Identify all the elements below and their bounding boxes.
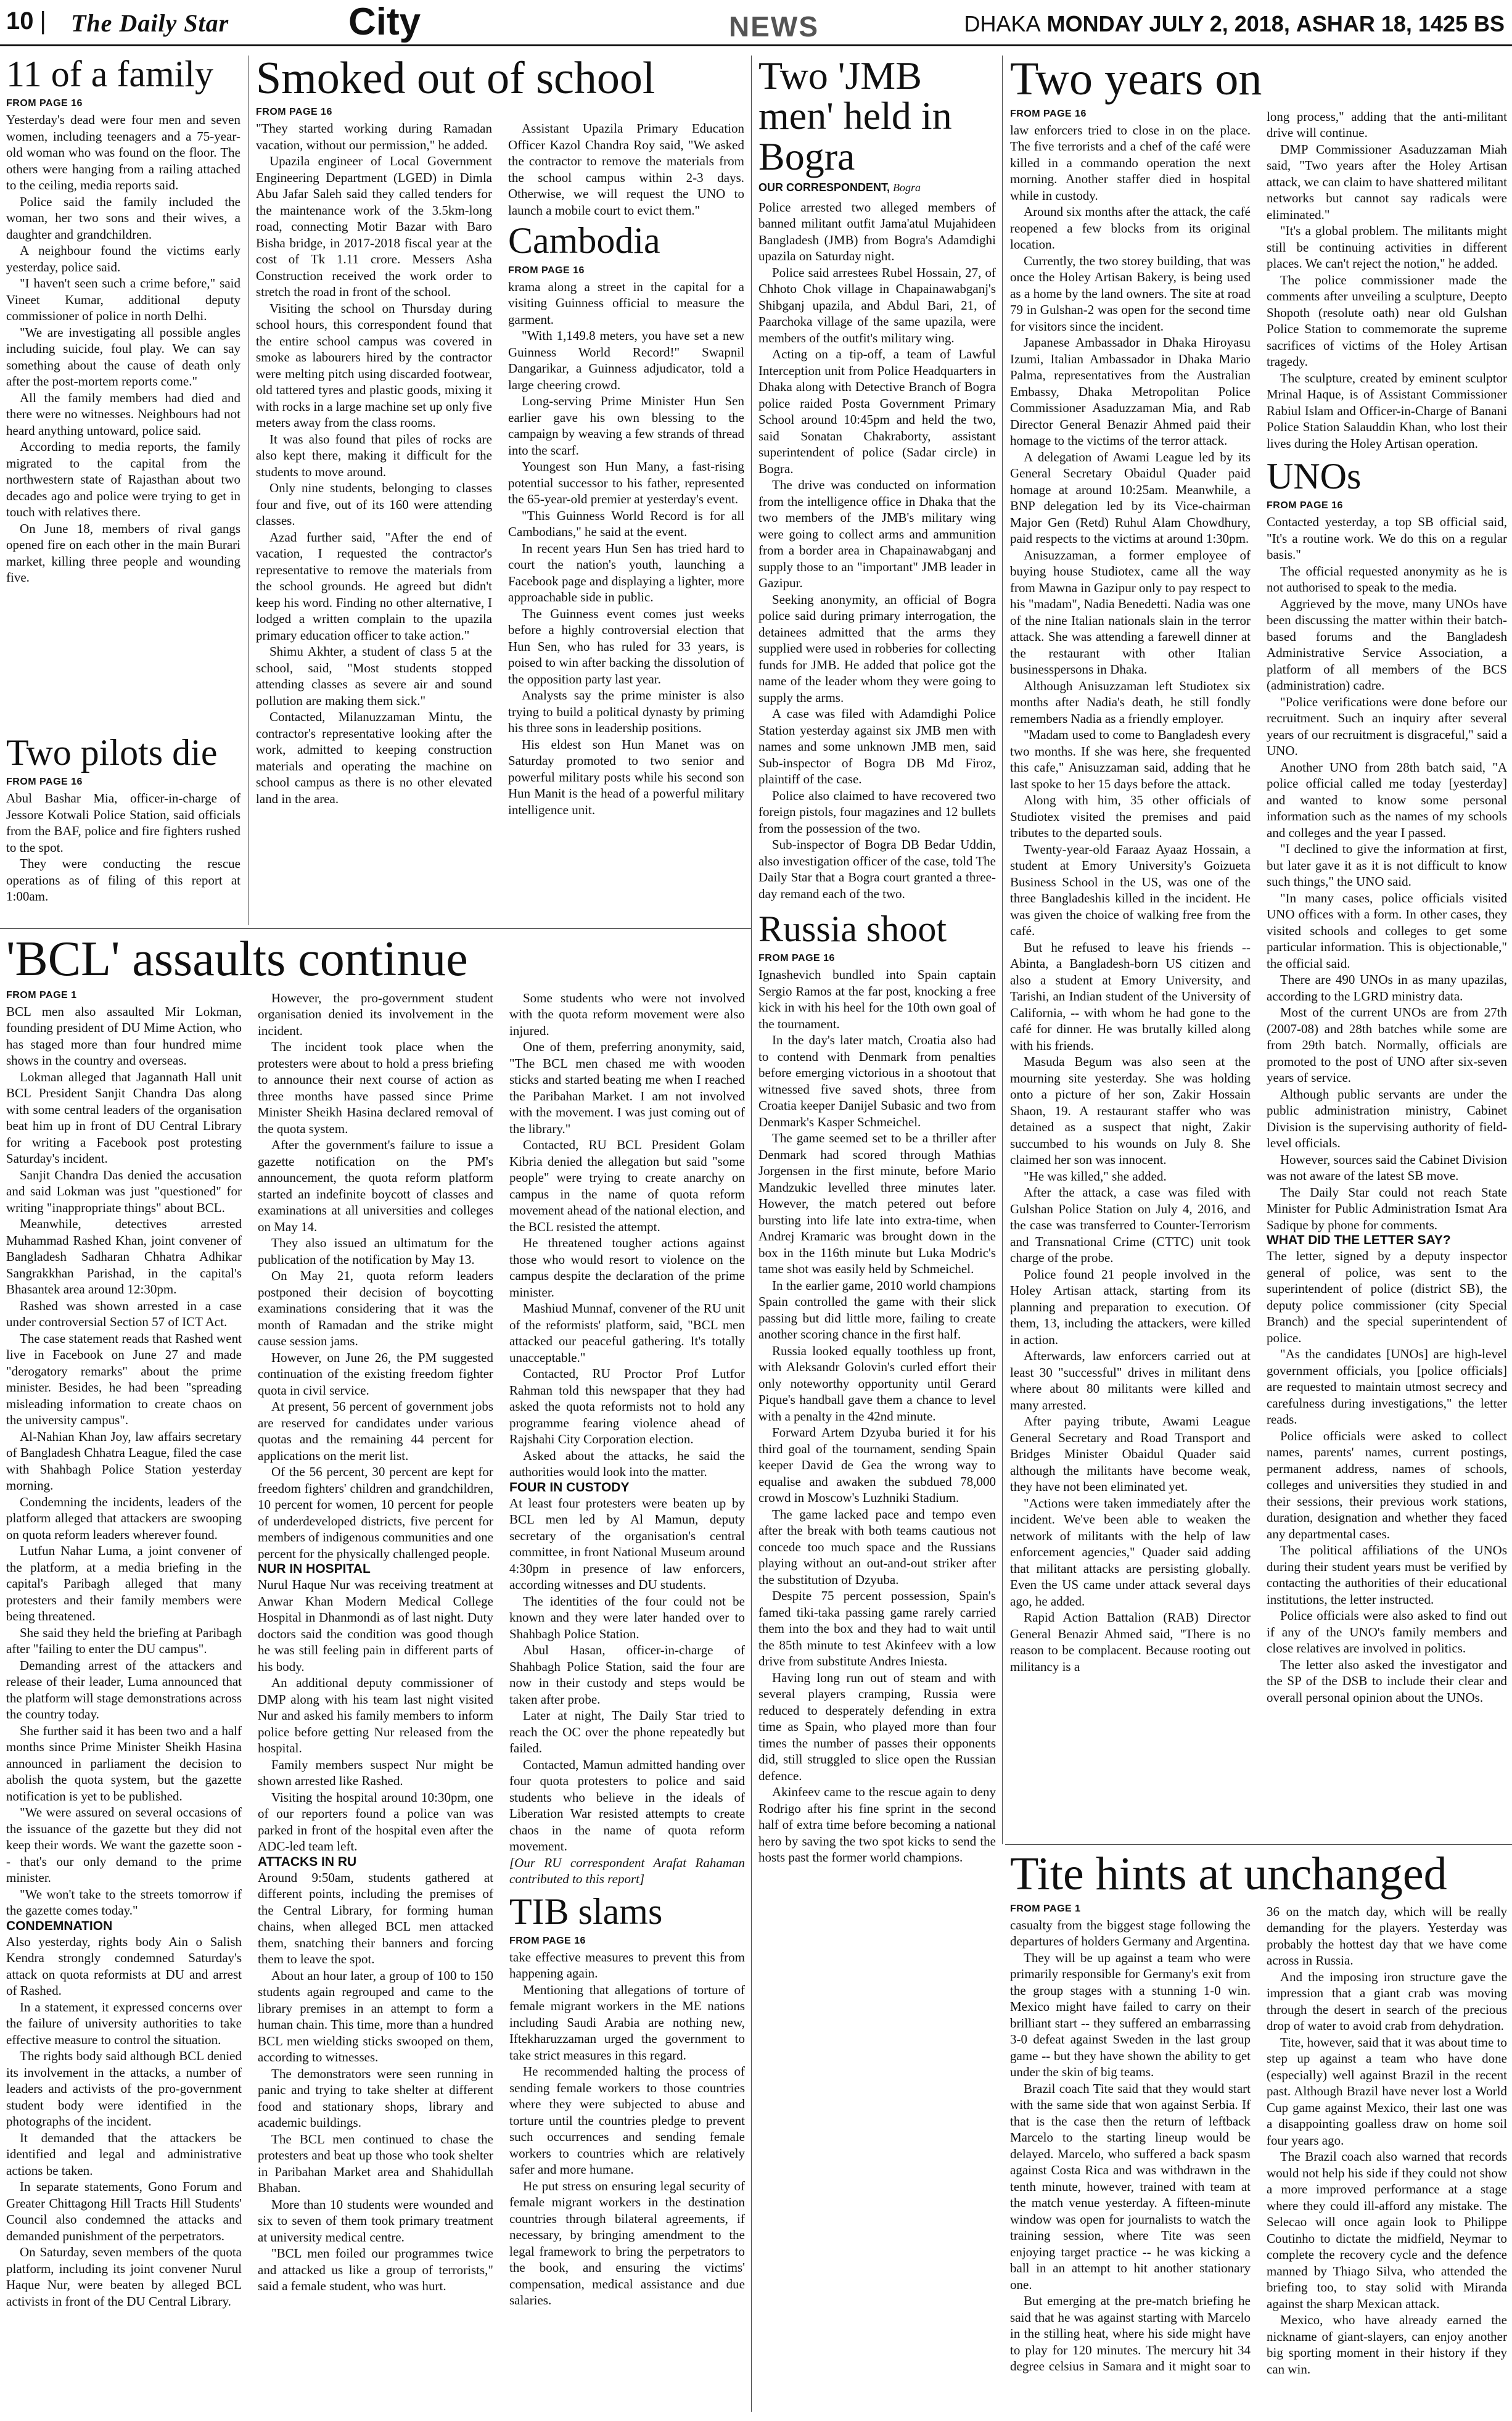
- paragraph: "With 1,149.8 meters, you have set a new Guinness World Record!" Swapnil Dangarikar, a Guinness adjudicator, told a large cheering crowd.: [508, 328, 744, 392]
- headline: 11 of a family: [6, 56, 214, 94]
- paragraph: Contacted, Milanuzzaman Mintu, the contractor's representative looking after the work, admitted to keeping construction materials and operating the machine on school campus as there is no other elevated land in the area.: [256, 709, 492, 806]
- paragraph: Youngest son Hun Many, a fast-rising potential successor to his father, represented the 65-year-old premier at yesterday's event.: [508, 459, 744, 507]
- paragraph: Lokman alleged that Jagannath Hall unit BCL President Sanjit Chandra Das along with some central leaders of the organisation beat him up in front of DU Central Library for writing a Facebook post protesting Saturday's incident.: [6, 1069, 242, 1166]
- subheading: NUR IN HOSPITAL: [258, 1562, 371, 1577]
- paragraph: Contacted, Mamun admitted handing over four quota protesters to police and said students who believe in the ideals of Liberation War resisted attempts to create chaos in the name of quota reform movement.: [509, 1757, 745, 1854]
- paragraph: Contacted, RU Proctor Prof Lutfor Rahman told this newspaper that they had asked the quota reformists not to hold any programme fearing violence ahead of Rajshahi City Corporation election.: [509, 1366, 745, 1447]
- paragraph: In recent years Hun Sen has tried hard to court the nation's youth, launching a Facebook page and displaying a lighter, more approachable side in public.: [508, 540, 744, 605]
- paragraph: On Saturday, seven members of the quota platform, including its joint convener Nurul Haque Nur, were beaten by alleged BCL activists in front of the DU Central Library.: [6, 2245, 242, 2309]
- paragraph: Asked about the attacks, he said the authorities would look into the matter.: [509, 1448, 745, 1480]
- story-body: [1010, 1903, 1507, 2403]
- paragraph: krama along a street in the capital for a visiting Guinness official to measure the garment.: [508, 279, 744, 327]
- paragraph: More than 10 students were wounded and six to seven of them took primary treatment at university medical centre.: [258, 2196, 493, 2245]
- paragraph: Sub-inspector of Bogra DB Bedar Uddin, also investigation officer of the case, told The Daily Star that a Bogra court granted a three-day remand each of the two.: [758, 837, 996, 901]
- paragraph: In the earlier game, 2010 world champions Spain controlled the game with their slick passing but did little more, failing to create another scoring chance in the first half.: [758, 1277, 996, 1342]
- paragraph: He threatened tougher actions against those who would resort to violence on the campus despite the declaration of the prime minister.: [509, 1235, 745, 1300]
- paragraph: A case was filed with Adamdighi Police Station yesterday against six JMB men with names and some unknown JMB men, said Sub-inspector of Bogra DB Md Firoz, plaintiff of the case.: [758, 706, 996, 787]
- paragraph: Ignashevich bundled into Spain captain Sergio Ramos at the far post, knocking a free kick in with his heel for the 10th own goal of the tournament.: [758, 967, 996, 1031]
- paragraph: However, on June 26, the PM suggested continuation of the existing freedom fighter quota in civil service.: [258, 1350, 493, 1398]
- section-title: City: [348, 1, 421, 43]
- paragraph: After the attack, a case was filed with Gulshan Police Station on July 4, 2016, and the case was transferred to Counter-Terrorism and Transnational Crime (CTTC) unit took charge of the probe.: [1010, 1185, 1251, 1266]
- paragraph: Brazil coach Tite said that they would start with the same side that won against Serbia. If that is the case then the return of leftback Marcelo to the starting lineup would be delayed. Marcelo, who suffered a back spasm against Costa Rica and was withdrawn in the tenth minute, however, trained with team at the match venue yesterday. A fifteen-minute window was open for journalists to watch the training session, where Tite was seen enjoying target practice -- he was kicking a ball in an attempt to hit another stationary one.: [1010, 2081, 1251, 2292]
- paragraph: Meanwhile, detectives arrested Muhammad Rashed Khan, joint convener of Bangladesh Sadharan Chhatra Adhikar Sangrakkhan Parishad, in the capital's Bhasantek area around 12:30pm.: [6, 1216, 242, 1297]
- paragraph: Currently, the two storey building, that was once the Holey Artisan Bakery, is being used as a home by the land owners. The site at road 79 in Gulshan-2 was open for the second time for visitors since the incident.: [1010, 253, 1251, 334]
- column-rule: [1002, 56, 1003, 1844]
- paragraph: "As the candidates [UNOs] are high-level government officials, you [police officials] are requested to maintain utmost secrecy and carefulness during investigations," the letter reads.: [1267, 1347, 1507, 1427]
- paragraph: Around six months after the attack, the café reopened a few blocks from its original location.: [1010, 204, 1251, 252]
- paragraph: Having long run out of steam and with several players cramping, Russia were reduced to desperately defending in extra time as Spain, who played more than four times the number of passes their opponents did, still struggled to slice open the Russian defence.: [758, 1670, 996, 1783]
- subheading: CONDEMNATION: [6, 1918, 113, 1933]
- paragraph: The letter, signed by a deputy inspector general of police, was sent to the superintendent of police (district SB), the deputy police commissioner (city Special Branch) and the special superintendent of police.: [1267, 1248, 1507, 1345]
- paragraph: It was also found that piles of rocks are also kept there, making it difficult for the students to move around.: [256, 431, 492, 479]
- paragraph: Police officials were also asked to find out if any of the UNO's family members and close relatives are involved in politics.: [1267, 1608, 1507, 1656]
- jump-label: FROM PAGE 1: [1010, 1903, 1081, 1914]
- paragraph: At least four protesters were beaten up by BCL men led by Al Mamun, deputy secretary of the organisation's central committee, in front National Museum around 4:30pm in presence of law enforcers, according witnesses and DU students.: [509, 1495, 745, 1593]
- paragraph: Rashed was shown arrested in a case under controversial Section 57 of ICT Act.: [6, 1298, 242, 1330]
- paragraph: Most of the current UNOs are from 27th (2007-08) and 28th batches while some are from 29th batch. Normally, officials are promoted to the post of UNO after six-seven years of service.: [1267, 1005, 1507, 1086]
- paragraph: Mexico, who have already earned the nickname of giant-slayers, can enjoy another big sporting moment in their history if they can win.: [1267, 2312, 1507, 2377]
- paragraph: Some students who were not involved with the quota reform movement were also injured.: [509, 990, 745, 1038]
- paragraph: He put stress on ensuring legal security of female migrant workers in the destination countries through bilateral agreements, if necessary, by bringing amendment to the legal framework to bring the perpetrators to the book, and ensuring the victims' compensation, medical assistance and due salaries.: [509, 2178, 745, 2308]
- paragraph: Another UNO from 28th batch said, "A police official called me today [yesterday] and wanted to know some personal information such as the names of my schools and colleges and the year I passed.: [1267, 759, 1507, 840]
- paragraph: take effective measures to prevent this from happening again.: [509, 1949, 745, 1981]
- paragraph: Police also claimed to have recovered two foreign pistols, four magazines and 12 bullets from the possession of the two.: [758, 788, 996, 836]
- subheading: ATTACKS IN RU: [258, 1854, 357, 1869]
- paragraph: They will be up against a team who were primarily responsible for Germany's exit from the group stages with a stunning 1-0 win. Mexico might have failed to carry on their brilliant start -- they suffered an embarrassing 3-0 defeat against Sweden in the last group game -- but they have shown the ability to get under the skin of big teams.: [1010, 1950, 1251, 2080]
- paragraph: Condemning the incidents, leaders of the platform alleged that attackers are swooping on quota reform leaders wherever found.: [6, 1494, 242, 1542]
- contributor-note: [Our RU correspondent Arafat Rahaman contributed to this report]: [509, 1855, 745, 1886]
- masthead-logo: The Daily Star: [71, 9, 229, 37]
- paragraph: "We are investigating all possible angles including suicide, foul play. We can say something about the cause of death only after the post-mortem reports come.": [6, 324, 240, 389]
- subheading: FOUR IN CUSTODY: [509, 1480, 630, 1495]
- paragraph: casualty from the biggest stage following the departures of holders Germany and Argentina.: [1010, 1917, 1251, 1949]
- paragraph: It demanded that the attackers be identified and legal and administrative actions be taken.: [6, 2130, 242, 2178]
- story-body: [758, 967, 996, 1866]
- paragraph: Al-Nahian Khan Joy, law affairs secretary of Bangladesh Chhatra League, filed the case with Shahbagh Police Station yesterday morning.: [6, 1429, 242, 1493]
- paragraph: Tite, however, said that it was about time to step up against a team who have done (especially) well against Brazil in the recent past. Although Brazil have never lost a World Cup game against Mexico, their last one was a disappointing goalless draw on home soil four years ago.: [1267, 2034, 1507, 2148]
- paragraph: "Police verifications were done before our recruitment. Such an inquiry after several years of our recruitment is disgraceful," said a UNO.: [1267, 694, 1507, 759]
- paragraph: They were conducting the rescue operations as of filing of this report at 1:00am.: [6, 856, 240, 904]
- paragraph: The official requested anonymity as he is not authorised to speak to the media.: [1267, 563, 1507, 595]
- paragraph: He recommended halting the process of sending female workers to those countries where they were subjected to abuse and torture until the countries pledge to prevent such occurrences and sending female workers to countries which are relatively safer and more humane.: [509, 2064, 745, 2177]
- paragraph: Mentioning that allegations of torture of female migrant workers in the ME nations including Saudi Arabia are nothing new, Iftekharuzzaman urged the government to take strict measures in this regard.: [509, 1982, 745, 2063]
- paragraph: BCL men also assaulted Mir Lokman, founding president of DU Mime Action, who has staged more than four hundred mime shows in the country and overseas.: [6, 1004, 242, 1068]
- paragraph: The police commissioner made the comments after unveiling a sculpture, Deepto Shopoth (resolute oath) near old Gulshan Police Station to commemorate the supreme sacrifices of victims of the Holey Artisan tragedy.: [1267, 272, 1507, 369]
- jump-label: FROM PAGE 16: [509, 1935, 586, 1946]
- paragraph: Around 9:50am, students gathered at different points, including the premises of the Central Library, for forming human chains, when alleged BCL men attacked them, snatching their banners and forcing them to leave the spot.: [258, 1870, 493, 1967]
- paragraph: Afterwards, law enforcers carried out at least 30 "successful" drives in militant dens where about 80 militants were killed and many arrested.: [1010, 1348, 1251, 1413]
- paragraph: Although public servants are under the public administration ministry, Cabinet Division is the supervising authority of field-level officials.: [1267, 1086, 1507, 1151]
- paragraph: After paying tribute, Awami League General Secretary and Road Transport and Bridges Minister Obaidul Quader said although the militants have become weak, they have not been eliminated yet.: [1010, 1414, 1251, 1495]
- paragraph: "He was killed," she added.: [1024, 1168, 1167, 1184]
- paragraph: However, sources said the Cabinet Division was not aware of the latest SB move.: [1267, 1152, 1507, 1184]
- headline: TIB slams: [509, 1891, 663, 1932]
- paragraph: The game seemed set to be a thriller after Denmark had scored through Mathias Jorgensen in the first minute, before Mario Mandzukic levelled three minutes later. However, the match petered out before bursting into life late into extra-time, when Andrej Kramaric was brought down in the box in the 116th minute but Luka Modric's tame shot was easily held by Schmeichel.: [758, 1131, 996, 1277]
- paragraph: Although Anisuzzaman left Studiotex six months after Nadia's death, he still fondly remembers Nadia as a friendly employer.: [1010, 678, 1251, 726]
- story-body: [6, 112, 240, 586]
- story-bcl-assaults-continue: [6, 934, 745, 2412]
- page-number: 10 |: [6, 7, 46, 35]
- paragraph: Acting on a tip-off, a team of Lawful Interception unit from Police Headquarters in Dhaka along with Detective Branch of Bogra police raided Posta Government Primary School around 10:45pm and held the two, said Sonatan Chakraborty, assistant superintendent of police (Sadar circle) in Bogra.: [758, 347, 996, 476]
- paragraph: About an hour later, a group of 100 to 150 students again regrouped and came to the library premises in an attempt to form a human chain. This time, more than a hundred BCL men wielding sticks swooped on them, according to witnesses.: [258, 1968, 493, 2065]
- paragraph: "Madam used to come to Bangladesh every two months. If she was here, she frequented this cafe," Anisuzzaman said, adding that he last spoke to her 15 days before the attack.: [1010, 727, 1251, 791]
- story-two-years-on: [1010, 56, 1507, 1838]
- paragraph: Abul Bashar Mia, officer-in-charge of Jessore Kotwali Police Station, said officials from the BAF, police and fire fighters rushed to the spot.: [6, 791, 240, 855]
- paragraph: Lutfun Nahar Luma, a joint convener of the platform, at a media briefing in the capital's Paribagh alleged that many protesters and their family members were being threatened.: [6, 1543, 242, 1624]
- paragraph: DMP Commissioner Asaduzzaman Miah said, "Two years after the Holey Artisan attack, we can claim to have shattered militant networks but cannot say radicals were eliminated.": [1267, 141, 1507, 222]
- paragraph: Aggrieved by the move, many UNOs have been discussing the matter within their batch-based forums and the Bangladesh Administrative Service Association, a platform of all members of the BCS (administration) cadre.: [1267, 596, 1507, 693]
- paragraph: Contacted yesterday, a top SB official said, "It's a routine work. We do this on a regular basis.": [1267, 514, 1507, 563]
- paragraph: Azad further said, "After the end of vacation, I requested the contractor's representative to remove the materials from the school grounds. He agreed but didn't keep his word. Finding no other alternative, I lodged a written complain to the upazila primary education officer to take action.": [256, 529, 492, 643]
- headline: 'BCL' assaults continue: [6, 934, 468, 986]
- paragraph: On May 21, quota reform leaders postponed their decision of boycotting examinations considering that it was the month of Ramadan and the strike might cause session jams.: [258, 1268, 493, 1349]
- paragraph: And the imposing iron structure gave the impression that a giant crab was moving through the desert in search of the precious drop of water to avoid crab from dehydration.: [1267, 1969, 1507, 2034]
- headline: UNOs: [1267, 456, 1362, 497]
- paragraph: Akinfeev came to the rescue again to deny Rodrigo after his fine sprint in the second half of extra time before becoming a national hero by saving the two spot kicks to send the hosts past the former world champions.: [758, 1784, 996, 1865]
- jump-label: FROM PAGE 16: [508, 265, 585, 276]
- section-rule: [0, 928, 751, 929]
- paragraph: The rights body said although BCL denied its involvement in the attacks, a number of leaders and activists of the pro-government student body were identified in the photographs of the incident.: [6, 2048, 242, 2129]
- paragraph: The case statement reads that Rashed went live in Facebook on June 27 and made "derogatory remarks" about the prime minister. Besides, he had been "spreading misleading information to create chaos on the university campus".: [6, 1330, 242, 1428]
- paragraph: Mashiud Munnaf, convener of the RU unit of the reformists' platform, said, "BCL men attacked our peaceful gathering. It's totally unacceptable.": [509, 1301, 745, 1365]
- paragraph: Yesterday's dead were four men and seven women, including teenagers and a 75-year-old woman who was found on the floor. The others were hanging from a railing attached to the ceiling, media reports said.: [6, 112, 240, 193]
- paragraph: Contacted, RU BCL President Golam Kibria denied the allegation but said "some people" were trying to create anarchy on campus in the name of quota reform movement ahead of the national election, and the BCL resisted the attempt.: [509, 1137, 745, 1234]
- paragraph: The identities of the four could not be known and they were later handed over to Shahbagh Police Station.: [509, 1593, 745, 1641]
- headline: Russia shoot: [758, 909, 947, 950]
- paragraph: The BCL men continued to chase the protesters and beat up those who took shelter in Paribahan Market area and Shahidullah Bhaban.: [258, 2131, 493, 2196]
- jump-label: FROM PAGE 16: [1267, 500, 1343, 511]
- jump-label: FROM PAGE 16: [256, 107, 332, 118]
- jump-label: FROM PAGE 1: [6, 989, 77, 1000]
- paragraph: "In many cases, police officials visited UNO offices with a form. In other cases, they visited schools and colleges to get some particular information. This is objectionable," the official said.: [1267, 890, 1507, 971]
- paragraph: One of them, preferring anonymity, said, "The BCL men chased me with wooden sticks and started beating me when I reached the Paribahan Market. I am not involved with the movement. I was just coming out of the library.": [509, 1039, 745, 1136]
- jump-label: FROM PAGE 16: [6, 777, 83, 788]
- paragraph: Demanding arrest of the attackers and release of their leader, Luma announced that the platform will stage demonstrations across the country today.: [6, 1657, 242, 1722]
- paragraph: A delegation of Awami League led by its General Secretary Obaidul Quader paid homage at around 10:25am. Meanwhile, a BNP delegation led by its Vice-chairman Major Gen (Retd) Ruhul Alam Chowdhury, paid respects to the victims at around 1:30pm.: [1010, 449, 1251, 546]
- paragraph: Only nine students, belonging to classes four and five, out of its 160 were attending classes.: [256, 480, 492, 529]
- story-body: [256, 120, 744, 904]
- paragraph: Police said arrestees Rubel Hossain, 27, of Chhoto Chok village in Chapainawabganj's Shibganj upazila, and Abdul Bari, 21, of Paarchoka village of the same upazila, were members of the outfit's military wing.: [758, 265, 996, 345]
- paragraph: A neighbour found the victims early yesterday, police said.: [6, 243, 240, 274]
- paragraph: Of the 56 percent, 30 percent are kept for freedom fighters' children and grandchildren, 10 percent for women, 10 percent for people of underdeveloped districts, five percent for members of indigenous communities and one percent for the physically challenged people.: [258, 1464, 494, 1561]
- paragraph: Long-serving Prime Minister Hun Sen earlier gave his own blessing to the campaign by weaving a few strands of thread into the scarf.: [508, 394, 744, 458]
- paragraph: There are 490 UNOs in as many upazilas, according to the LGRD ministry data.: [1267, 972, 1507, 1004]
- paragraph: She said they held the briefing at Paribagh after "failing to enter the DU campus".: [6, 1625, 242, 1657]
- paragraph: However, the pro-government student organisation denied its involvement in the incident.: [258, 990, 493, 1038]
- paragraph: "We won't take to the streets tomorrow if the gazette comes today.": [6, 1886, 242, 1918]
- paragraph: According to media reports, the family migrated to the capital from the northwestern state of Rajasthan about two decades ago and police were trying to get in touch with relatives there.: [6, 439, 240, 520]
- paragraph: She further said it has been two and a half months since Prime Minister Sheikh Hasina announced in parliament the decision to abolish the quota system, but the gazette notification is yet to be published.: [6, 1723, 242, 1804]
- paragraph: The drive was conducted on information from the intelligence office in Dhaka that the two members of the JMB's military wing were going to collect arms and ammunition from a border area in Chapainawabganj and supply those to an "important" JMB leader in Gazipur.: [758, 477, 996, 591]
- paragraph: The game lacked pace and tempo even after the break with both teams cautious not concede too much space and the Russians playing without an out-and-out striker after the substitution of Dzyuba.: [758, 1506, 996, 1587]
- jump-label: FROM PAGE 16: [1010, 108, 1087, 119]
- paragraph: "I declined to give the information at first, but later gave it as it is not difficult to know such things," the UNO said.: [1267, 841, 1507, 889]
- paragraph: The Brazil coach also warned that records would not help his side if they could not show a more improved performance at a stage where they could ill-afford any mistake. The Selecao will once again look to Philippe Coutinho to dictate the midfield, Neymar to complete the recovery cycle and the defence manned by Thiago Silva, who attended the briefing too, to stay solid with Miranda against the sharp Mexican attack.: [1267, 2149, 1507, 2311]
- story-smoked-out-of-school: [256, 56, 744, 925]
- paragraph: Police arrested two alleged members of banned militant outfit Jama'atul Mujahideen Bangladesh (JMB) from Bogra's Adamdighi upazila on Saturday night.: [758, 199, 996, 264]
- paragraph: Japanese Ambassador in Dhaka Hiroyasu Izumi, Italian Ambassador in Dhaka Mario Palma, representatives from the Australian Embassy, Dhaka Metropolitan Police Commissioner Asaduzzaman Mia, and Rab Director General Benazir Ahmed paid their homage to the victims of the terror attack.: [1010, 335, 1251, 448]
- paragraph: In a statement, it expressed concerns over the failure of university authorities to take effective measure to control the situation.: [6, 1999, 242, 2047]
- paragraph: "BCL men foiled our programmes twice and attacked us like a group of terrorists," said a female student, who was hurt.: [258, 2246, 493, 2294]
- paragraph: Police officials were asked to collect names, parents' names, current postings, permanent address, names of schools, colleges and universities they studied in and their sessions, their previous work stations, duration, designation and whether they faced any departmental cases.: [1267, 1428, 1507, 1541]
- paragraph: long process," adding that the anti-militant drive will continue.: [1267, 109, 1507, 141]
- paragraph: Forward Artem Dzyuba buried it for his third goal of the tournament, sending Spain keeper David de Gea the wrong way to equalise and awaken the subdued 78,000 crowd in Moscow's Luzhniki Stadium.: [758, 1425, 996, 1506]
- paragraph: The letter also asked the investigator and the SP of the DSB to include their clear and overall personal opinion about the UNOs.: [1267, 1657, 1507, 1705]
- paragraph: But emerging at the pre-match briefing he said that he was against starting with Marcelo in the stilling heat, where his side might have to play for 120 minutes. The mercury hit 34 degree celsius in Samara and it might soar to 36 on the match day, which will be really demanding for the players. Yesterday was probably the hottest day that we have come across in Russia.: [1010, 1903, 1507, 2374]
- story-tite-hints: [1010, 1850, 1507, 2412]
- paragraph: Masuda Begum was also seen at the mourning site yesterday. She was holding onto a picture of her son, Zakir Hossain Shaon, 19. A restaurant staffer who was detained as a suspect that night, Zakir succumbed to his wounds on July 8. She claimed her son was innocent.: [1010, 1054, 1251, 1168]
- jump-label: FROM PAGE 16: [758, 953, 835, 964]
- paragraph: Family members suspect Nur might be shown arrested like Rashed.: [258, 1757, 493, 1789]
- paragraph: Police said the family included the woman, her two sons and their wives, a daughter and grandchildren.: [6, 194, 240, 242]
- paragraph: Nurul Haque Nur was receiving treatment at Anwar Khan Modern Medical College Hospital in Dhanmondi as of last night. Duty doctors said the condition was good though he was still feeling pain in different parts of his body.: [258, 1577, 493, 1674]
- paragraph: His eldest son Hun Manet was on Saturday promoted to two senior and powerful military posts while his second son Hun Manit is the head of a powerful military intelligence unit.: [508, 736, 744, 817]
- paragraph: On June 18, members of rival gangs opened fire on each other in the main Burari market, killing three people and wounding five.: [6, 521, 240, 585]
- paragraph: Along with him, 35 other officials of Studiotex visited the premises and paid tributes to the departed souls.: [1010, 793, 1251, 841]
- paragraph: Assistant Upazila Primary Education Officer Kazol Chandra Roy said, "We asked the contractor to remove the materials from the school campus within 2-3 days. Otherwise, we will request the UNO to launch a mobile court to evict them.": [508, 121, 744, 218]
- section-subtitle: NEWS: [729, 10, 819, 43]
- paragraph: They also issued an ultimatum for the publication of the notification by May 13.: [258, 1235, 493, 1267]
- paragraph: Russia looked equally toothless up front, with Aleksandr Golovin's curled effort their only noteworthy opportunity until Gerard Pique's handball gave them a chance to level with a penalty in the 42nd minute.: [758, 1343, 996, 1424]
- paragraph: Police found 21 people involved in the Holey Artisan attack, starting from its planning and preparation to execution. Of them, 13, including the attackers, were killed in action.: [1010, 1266, 1251, 1347]
- page-header: [0, 0, 1512, 46]
- paragraph: "They started working during Ramadan vacation, without our permission," he added.: [256, 121, 492, 152]
- paragraph: Rapid Action Battalion (RAB) Director General Benazir Ahmed said, "There is no reason to be complacent. Because rooting out militancy is a: [1010, 1610, 1251, 1674]
- paragraph: But he refused to leave his friends -- Abinta, a Bangladesh-born US citizen and also a student at Emory University, and Tarishi, an Indian student of the University of California, -- with whom he had gone to the café for dinner. He was brutally killed along with his friends.: [1010, 939, 1251, 1053]
- paragraph: In the day's later match, Croatia also had to contend with Denmark from penalties before emerging victorious in a shootout that witnessed five saved shots, three from Croatia keeper Danijel Subasic and two from Denmark's Kasper Schmeichel.: [758, 1033, 996, 1129]
- story-body: [1010, 109, 1507, 1823]
- paragraph: Visiting the school on Thursday during school hours, this correspondent found that the entire school campus was covered in smoke as labourers hired by the contractor were melting pitch using discarded footwear, old tattered tyres and plastic goods, mixing it with rocks in a large machine set up only five meters away from the class rooms.: [256, 300, 492, 431]
- paragraph: In separate statements, Gono Forum and Greater Chittagong Hill Tracts Hill Students' Council also condemned the attacks and demanded punishment of the perpetrators.: [6, 2179, 242, 2243]
- paragraph: The demonstrators were seen running in panic and trying to take shelter at different food and stationary shops, library and academic buildings.: [258, 2066, 493, 2130]
- paragraph: Abul Hasan, officer-in-charge of Shahbagh Police Station, said the four are now in their custody and steps would be taken after probe.: [509, 1643, 745, 1707]
- paragraph: Twenty-year-old Faraaz Ayaaz Hossain, a student at Emory University's Goizueta Business School in the US, was one of the three Bangladeshis killed in the incident. He was given the choice of walking free from the café.: [1010, 841, 1251, 939]
- paragraph: Visiting the hospital around 10:30pm, one of our reporters found a police van was parked in front of the hospital even after the ADC-led team left.: [258, 1789, 493, 1854]
- headline: Cambodia: [508, 220, 660, 262]
- paragraph: An additional deputy commissioner of DMP along with his team last night visited Nur and asked his family members to inform police before getting Nur released from the hospital.: [258, 1675, 493, 1756]
- paragraph: "I haven't seen such a crime before," said Vineet Kumar, additional deputy commissioner of police in north Delhi.: [6, 276, 240, 324]
- paragraph: Shimu Akhter, a student of class 5 at the school, said, "Most students stopped attending classes as severe air and sound pollution are making them sick.": [256, 644, 492, 708]
- paragraph: Later at night, The Daily Star tried to reach the OC over the phone repeatedly but failed.: [509, 1708, 745, 1756]
- paragraph: The political affiliations of the UNOs during their student years must be verified by contacting the authorities of their educational institutions, the letter instructed.: [1267, 1543, 1507, 1607]
- paragraph: The Guinness event comes just weeks before a highly controversial election that Hun Sen, who has ruled for 33 years, is poised to win after backing the dissolution of the opposition party last year.: [508, 606, 744, 687]
- story-body: [758, 199, 996, 902]
- paragraph: After the government's failure to issue a gazette notification on the PM's announcement, the quota reform platform started an indefinite boycott of classes and examinations at all universities and colleges on May 14.: [258, 1137, 493, 1234]
- paragraph: Sanjit Chandra Das denied the accusation and said Lokman was just "questioned" for writing "inappropriate things" about BCL.: [6, 1167, 242, 1215]
- paragraph: "It's a global problem. The militants might still be continuing activities in different places. We can't reject the notion," he added.: [1267, 223, 1507, 271]
- headline: Two pilots die: [6, 734, 218, 773]
- paragraph: The incident took place when the protesters were about to hold a press briefing to announce their next course of action as three months have passed since Prime Minister Sheikh Hasina declared removal of the quota system.: [258, 1039, 493, 1136]
- paragraph: The Daily Star could not reach State Minister for Public Administration Ismat Ara Sadique by phone for comments.: [1267, 1184, 1507, 1232]
- paragraph: "Actions were taken immediately after the incident. We've been able to weaken the network of militants with the help of law enforcement agencies," Quader said adding that militant attacks are persisting globally. Even the US came under attack several days ago, he added.: [1010, 1495, 1251, 1609]
- paragraph: "This Guinness World Record is for all Cambodians," he said at the event.: [508, 508, 744, 540]
- story-jmb-men-held: [758, 56, 996, 2412]
- byline: OUR CORRESPONDENT, Bogra: [758, 181, 921, 194]
- paragraph: law enforcers tried to close in on the place. The five terrorists and a chef of the café were killed in a commando operation the next morning. Another staffer died in hospital while in custody.: [1010, 122, 1251, 203]
- jump-label: FROM PAGE 16: [6, 98, 83, 109]
- paragraph: The sculpture, created by eminent sculptor Mrinal Haque, is of Assistant Commissioner Rabiul Islam and Officer-in-Charge of Banani Police Station Salauddin Khan, who lost their lives during the Holey Artisan operation.: [1267, 370, 1507, 451]
- paragraph: All the family members had died and there were no witnesses. Neighbours had not heard anything untoward, police said.: [6, 390, 240, 438]
- headline: Two 'JMB men' held in Bogra: [758, 56, 952, 178]
- paragraph: "We were assured on several occasions of the issuance of the gazette but they did not keep their words. We want the gazette soon -- that's our only demand to the prime minister.: [6, 1805, 242, 1886]
- paragraph: Anisuzzaman, a former employee of buying house Studiotex, came all the way from Mawna in Gazipur only to pay respect to his "madam", Nadia Benedetti. Nadia was one of the nine Italian nationals slain in the terror attack. She was attending a farewell dinner at the restaurant with other Italian businesspersons in Dhaka.: [1010, 547, 1251, 677]
- paragraph: Upazila engineer of Local Government Engineering Department (LGED) in Dimla Abu Jafar Saleh said they called tenders for the maintenance work of the 3.5km-long road, connecting Motir Bazar with Baro Bisha bridge, in 2017-2018 fiscal year at the cost of Tk 1.11 crore. Messers Asha Construction received the work order to stretch the road in front of the school.: [256, 154, 492, 300]
- paragraph: At present, 56 percent of government jobs are reserved for candidates under various quotas and the remaining 44 percent for applications on the merit list.: [258, 1399, 493, 1463]
- story-body: [6, 990, 745, 2396]
- section-rule: [1005, 1844, 1512, 1845]
- paragraph: Also yesterday, rights body Ain o Salish Kendra strongly condemned Saturday's attack on quota reformists at DU and arrest of Rashed.: [6, 1934, 242, 1998]
- headline: Smoked out of school: [256, 56, 655, 104]
- column-rule: [751, 56, 752, 2412]
- subheading: WHAT DID THE LETTER SAY?: [1267, 1233, 1451, 1248]
- issue-date: DHAKA MONDAY JULY 2, 2018, ASHAR 18, 1425 BS: [964, 11, 1505, 36]
- paragraph: Analysts say the prime minister is also trying to build a political dynasty by priming his three sons in leadership positions.: [508, 688, 744, 736]
- headline: Tite hints at unchanged: [1010, 1850, 1447, 1900]
- paragraph: Seeking anonymity, an official of Bogra police said during primary interrogation, the detainees admitted that the arms they supplied were used in robberies for collecting funds for JMB. He added that police got the name of the leader whom they were going to supply the arms.: [758, 592, 996, 705]
- story-body: [6, 790, 240, 905]
- headline: Two years on: [1010, 56, 1262, 105]
- story-eleven-of-a-family: [6, 56, 240, 728]
- paragraph: Despite 75 percent possession, Spain's famed tiki-taka passing game rarely carried them into the box and they had to wait until the 85th minute to test Akinfeev with a low drive from substitute Andres Iniesta.: [758, 1588, 996, 1669]
- story-two-pilots-die: [6, 734, 240, 922]
